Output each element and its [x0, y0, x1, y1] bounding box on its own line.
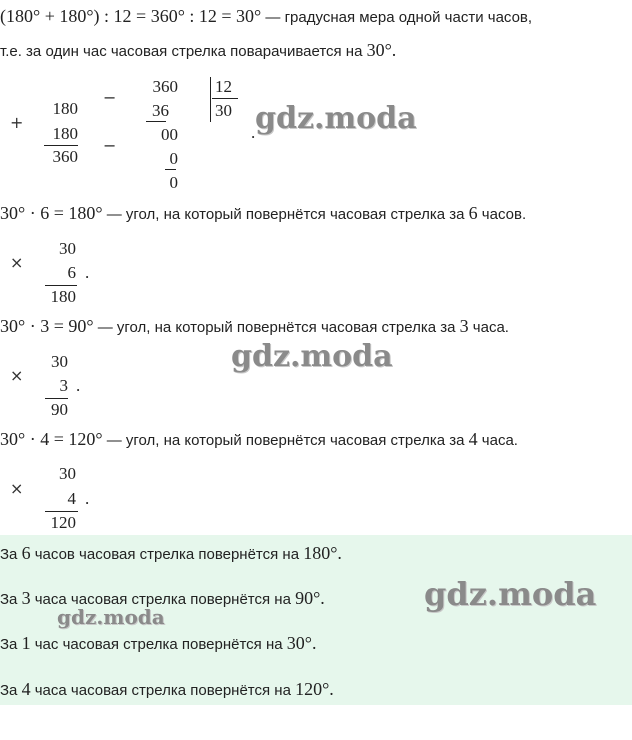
answer-line-1: [0, 543, 342, 564]
equation: 30° · 3 = 90°: [0, 316, 94, 336]
times-sign: ×: [10, 366, 24, 385]
statement-tail: часов.: [477, 206, 527, 223]
answer-prefix: За: [0, 636, 22, 653]
product: 180: [50, 287, 76, 306]
remainder-1: 00: [161, 125, 178, 144]
answer-text: час часовая стрелка повернётся на: [30, 636, 287, 653]
sum-result: 360: [52, 147, 78, 166]
product: 120: [50, 513, 76, 532]
statement-line-3: [0, 203, 526, 224]
watermark: gdz.moda: [231, 339, 393, 374]
watermark: gdz.moda: [57, 605, 165, 629]
statement-line-5: [0, 429, 518, 450]
minus-sign: −: [103, 136, 117, 155]
statement-text: т.е. за один час часовая стрелка поварачивается на: [0, 43, 367, 60]
product-line: [45, 398, 68, 399]
addend-2: 180: [52, 124, 78, 143]
hours-number: 6: [468, 203, 478, 223]
statement-text: — угол, на который повернётся часовая стрелка за: [102, 432, 469, 449]
statement-text: — угол, на который повернётся часовая стрелка за: [102, 206, 469, 223]
statement-text: — градусная мера одной части часов,: [261, 9, 533, 26]
hours-number: 6: [21, 543, 31, 563]
divisor-line: [212, 98, 238, 99]
hours-number: 3: [21, 588, 31, 608]
angle-value: 30°.: [286, 633, 317, 653]
subtrahend-2: 0: [169, 149, 178, 168]
equation: 30°.: [366, 40, 397, 60]
division-underline: [165, 169, 176, 170]
remainder-2: 0: [169, 173, 178, 192]
period: .: [85, 263, 90, 282]
quotient: 30: [215, 101, 232, 120]
hours-number: 4: [21, 679, 31, 699]
period: .: [251, 123, 256, 142]
hours-number: 4: [468, 429, 478, 449]
answer-line-3: [0, 633, 316, 654]
statement-line-2: [0, 40, 396, 61]
answer-text: часов часовая стрелка повернётся на: [30, 546, 304, 563]
hours-number: 1: [21, 633, 31, 653]
times-sign: ×: [10, 479, 24, 498]
division-bar: [210, 77, 211, 122]
equation: 30° · 6 = 180°: [0, 203, 103, 223]
divisor: 12: [215, 77, 232, 96]
equation: 30° · 4 = 120°: [0, 429, 103, 449]
dividend: 360: [152, 77, 178, 96]
answer-prefix: За: [0, 546, 22, 563]
angle-value: 90°.: [295, 588, 325, 608]
angle-value: 120°.: [295, 679, 334, 699]
answer-prefix: За: [0, 591, 22, 608]
answer-text: часа часовая стрелка повернётся на: [30, 682, 296, 699]
product-line: [45, 511, 78, 512]
period: .: [85, 489, 90, 508]
product: 90: [51, 400, 68, 419]
answer-line-4: [0, 679, 334, 700]
equation: (180° + 180°) : 12 = 360° : 12 = 30°: [0, 6, 262, 26]
watermark: gdz.moda: [424, 575, 597, 613]
factor-1: 30: [59, 239, 76, 258]
answer-text: часа часовая стрелка повернётся на: [30, 591, 296, 608]
period: .: [76, 376, 81, 395]
hours-number: 3: [459, 316, 469, 336]
statement-line-1: [0, 6, 532, 27]
product-line: [45, 285, 77, 286]
times-sign: ×: [10, 253, 24, 272]
division-underline: [146, 121, 166, 122]
answer-prefix: За: [0, 682, 22, 699]
statement-text: — угол, на который повернётся часовая стрелка за: [93, 319, 460, 336]
plus-sign: +: [10, 113, 24, 132]
factor-2: 3: [59, 376, 68, 395]
minus-sign: −: [103, 88, 117, 107]
factor-1: 30: [59, 464, 76, 483]
statement-line-4: [0, 316, 509, 337]
watermark: gdz.moda: [255, 101, 417, 136]
factor-2: 4: [67, 489, 76, 508]
subtrahend-1: 36: [152, 101, 169, 120]
angle-value: 180°.: [303, 543, 342, 563]
sum-line: [44, 145, 78, 146]
statement-tail: часа.: [477, 432, 518, 449]
factor-2: 6: [67, 263, 76, 282]
addend-1: 180: [52, 99, 78, 118]
factor-1: 30: [51, 352, 68, 371]
statement-tail: часа.: [468, 319, 509, 336]
